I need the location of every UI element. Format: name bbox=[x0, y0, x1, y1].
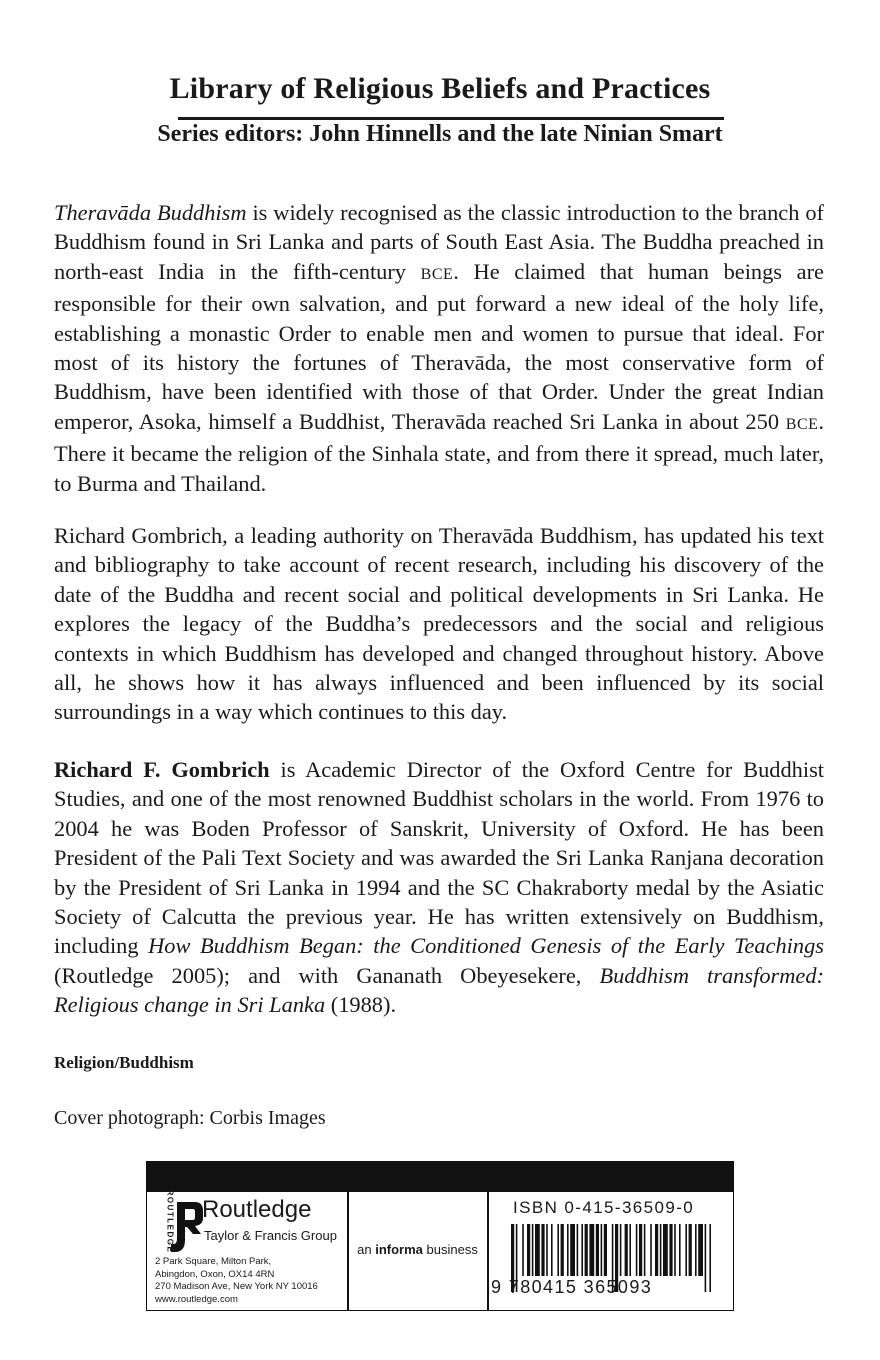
barcode-bar bbox=[655, 1224, 658, 1276]
barcode-bar bbox=[620, 1224, 622, 1276]
barcode-bar bbox=[625, 1224, 628, 1276]
paragraph-text: . There it became the religion of the Sinhala state, and from there it spread, much later, to Burma and Thailand. bbox=[54, 408, 824, 496]
barcode-bar bbox=[527, 1224, 530, 1276]
paragraph-text: is widely recognised as the classic introduction to the branch of Buddhism found in Sri Lanka and parts of South East Asia. The Buddha preached in north-east India in the fifth-century bbox=[54, 200, 824, 284]
barcode-bar bbox=[577, 1224, 579, 1276]
barcode-bar bbox=[585, 1224, 588, 1276]
barcode-bar bbox=[551, 1224, 553, 1276]
routledge-logo-icon bbox=[155, 1198, 205, 1256]
barcode-bar bbox=[644, 1224, 646, 1276]
barcode-bar bbox=[581, 1224, 583, 1276]
publisher-name: Routledge bbox=[202, 1196, 312, 1223]
barcode-bar bbox=[557, 1224, 559, 1276]
barcode-bar bbox=[660, 1224, 662, 1276]
barcode-bar bbox=[689, 1224, 692, 1276]
series-editors: Series editors: John Hinnells and the late Ninian Smart bbox=[157, 121, 723, 147]
imprint-box bbox=[146, 1161, 734, 1311]
barcode-bar bbox=[669, 1224, 672, 1276]
barcode-bar bbox=[596, 1224, 599, 1276]
barcode-bar bbox=[679, 1224, 681, 1276]
address-line: 2 Park Square, Milton Park, bbox=[155, 1256, 272, 1267]
edition-paragraph: Richard Gombrich, a leading authority on Theravāda Buddhism, has updated his text and bibliography to take account of recent research, including his discovery of the date of the Buddha and recent social and political developments in Sri Lanka. He explores the legacy of the Buddha’s predecessors and the social and religious contexts in which Buddhism has developed and changed throughout history. Above all, he shows how it has always influenced and been influenced by its social surroundings in a way which continues to this day. bbox=[54, 523, 824, 725]
barcode-bar bbox=[532, 1224, 534, 1276]
barcode-bar bbox=[570, 1224, 575, 1276]
description-paragraph bbox=[54, 198, 824, 498]
barcode-bar bbox=[541, 1224, 544, 1276]
category-label: Religion/Buddhism bbox=[54, 1053, 194, 1072]
barcode-bar bbox=[636, 1224, 638, 1276]
barcode-bar bbox=[604, 1224, 607, 1276]
book-title: Buddhism transformed: Religious change in Sri Lanka bbox=[54, 962, 824, 1018]
cover-credit: Cover photograph: Corbis Images bbox=[54, 1107, 326, 1129]
website-url: www.routledge.com bbox=[155, 1293, 238, 1305]
barcode-bar bbox=[601, 1224, 603, 1276]
divider bbox=[487, 1192, 489, 1310]
paragraph-text: . He claimed that human beings are responsible for their own salvation, and put forward a new ideal of the holy life, establishing a monastic Order to enable men and women to pursue that ideal. For most of its history the fortunes of Theravāda, the most conservative form of Buddhism, have been identified with those of that Order. Under the great Indian emperor, Asoka, himself a Buddhist, Theravāda reached Sri Lanka in about 250 bbox=[54, 258, 824, 434]
barcode-bar bbox=[650, 1224, 652, 1276]
barcode-bar bbox=[685, 1224, 687, 1276]
publisher-address bbox=[155, 1256, 318, 1306]
author-name: Richard F. Gombrich bbox=[54, 757, 270, 782]
address-line: 270 Madison Ave, New York NY 10016 bbox=[155, 1281, 318, 1292]
informa-suffix: business bbox=[422, 1242, 478, 1257]
barcode-bar bbox=[589, 1224, 594, 1276]
barcode-bar bbox=[695, 1224, 697, 1276]
barcode-bar bbox=[567, 1224, 569, 1276]
barcode-bar bbox=[674, 1224, 676, 1276]
informa-brand: informa bbox=[375, 1242, 423, 1257]
era-label: BCE bbox=[785, 415, 819, 433]
barcode-bar bbox=[561, 1224, 564, 1276]
barcode-bar bbox=[663, 1224, 668, 1276]
barcode-digits: 9 780415 365093 bbox=[491, 1277, 653, 1297]
book-title: Theravāda Buddhism bbox=[54, 200, 247, 225]
paragraph-text: is Academic Director of the Oxford Centre for Buddhist Studies, and one of the most renowned Buddhist scholars in the world. From 1976 to 2004 he was Boden Professor of Sanskrit, University of Oxford. He has been President of the Pali Text Society and was awarded the Sri Lanka Ranjana decoration by the President of Sri Lanka in 1994 and the SC Chakraborty medal by the Asiatic Society of Calcutta the previous year. He has written extensively on Buddhism, including bbox=[54, 757, 825, 959]
barcode-bar bbox=[546, 1224, 548, 1276]
barcode-bar bbox=[639, 1224, 642, 1276]
isbn-label: ISBN 0-415-36509-0 bbox=[513, 1198, 695, 1217]
paragraph-text: (Routledge 2005); and with Gananath Obeyesekere, bbox=[54, 962, 600, 988]
vertical-logo-text: ROUTLEDGE bbox=[165, 1189, 175, 1254]
barcode-bar bbox=[629, 1224, 631, 1276]
imprint-bar bbox=[147, 1162, 733, 1192]
address-line: Abingdon, Oxon, OX14 4RN bbox=[155, 1268, 275, 1280]
book-title: How Buddhism Began: the Conditioned Genesis of the Early Teachings bbox=[148, 933, 824, 959]
author-bio-paragraph bbox=[54, 755, 824, 1020]
series-title: Library of Religious Beliefs and Practices bbox=[169, 72, 711, 105]
barcode-bar bbox=[522, 1224, 524, 1276]
barcode-bar bbox=[698, 1224, 703, 1276]
informa-prefix: an bbox=[357, 1242, 376, 1257]
paragraph-text: (1988). bbox=[325, 992, 397, 1018]
title-rule bbox=[178, 117, 724, 120]
era-label: BCE bbox=[420, 265, 454, 283]
informa-tagline bbox=[348, 1242, 487, 1257]
publisher-group: Taylor & Francis Group bbox=[204, 1228, 337, 1243]
barcode-bar bbox=[535, 1224, 540, 1276]
